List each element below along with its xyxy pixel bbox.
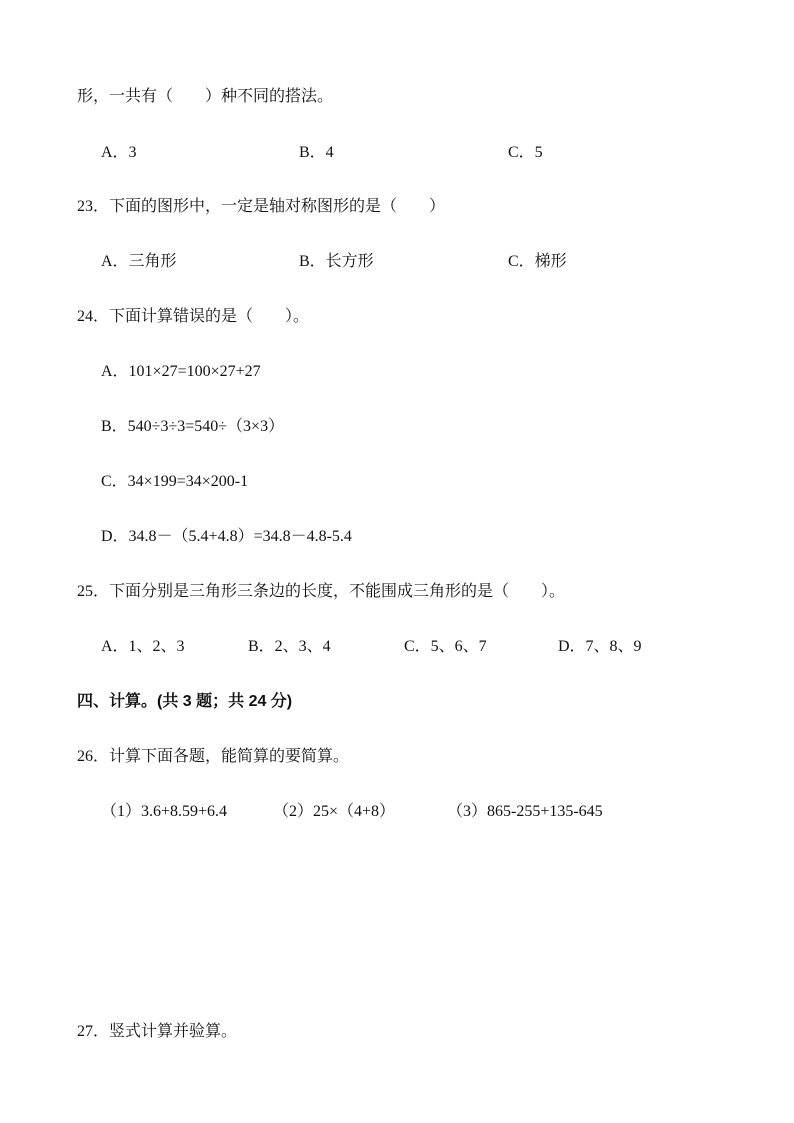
- q22-option-c: C．5: [508, 144, 543, 161]
- q25-option-b: B．2、3、4: [248, 638, 331, 655]
- q23-option-c: C．梯形: [508, 253, 567, 270]
- q22-option-b: B．4: [299, 144, 334, 161]
- q24-option-c: C．34×199=34×200-1: [101, 473, 249, 490]
- q26-item-2: （2）25×（4+8）: [273, 803, 396, 820]
- q24-option-d: D．34.8－（5.4+4.8）=34.8－4.8-5.4: [101, 528, 352, 545]
- q23-option-b: B．长方形: [299, 253, 374, 270]
- q22-option-a: A．3: [101, 144, 137, 161]
- q24-option-b: B．540÷3÷3=540÷（3×3）: [101, 418, 285, 435]
- section-heading-calculation: 四、计算。(共 3 题；共 24 分): [77, 693, 293, 710]
- q23-stem: 23．下面的图形中，一定是轴对称图形的是（ ）: [77, 198, 446, 215]
- q23-option-a: A．三角形: [101, 253, 177, 270]
- q26-stem: 26．计算下面各题，能简算的要简算。: [77, 748, 350, 765]
- q24-stem: 24．下面计算错误的是（ ）。: [77, 308, 310, 325]
- q24-option-a: A．101×27=100×27+27: [101, 363, 261, 380]
- q25-option-c: C．5、6、7: [404, 638, 487, 655]
- q27-stem: 27．竖式计算并验算。: [77, 1023, 238, 1040]
- q26-item-1: （1）3.6+8.59+6.4: [101, 803, 228, 820]
- q22-tail: 形，一共有（ ）种不同的搭法。: [77, 88, 334, 105]
- q25-option-a: A．1、2、3: [101, 638, 185, 655]
- q25-stem: 25．下面分别是三角形三条边的长度，不能围成三角形的是（ ）。: [77, 583, 566, 600]
- q26-item-3: （3）865-255+135-645: [447, 803, 603, 820]
- q25-option-d: D．7、8、9: [558, 638, 642, 655]
